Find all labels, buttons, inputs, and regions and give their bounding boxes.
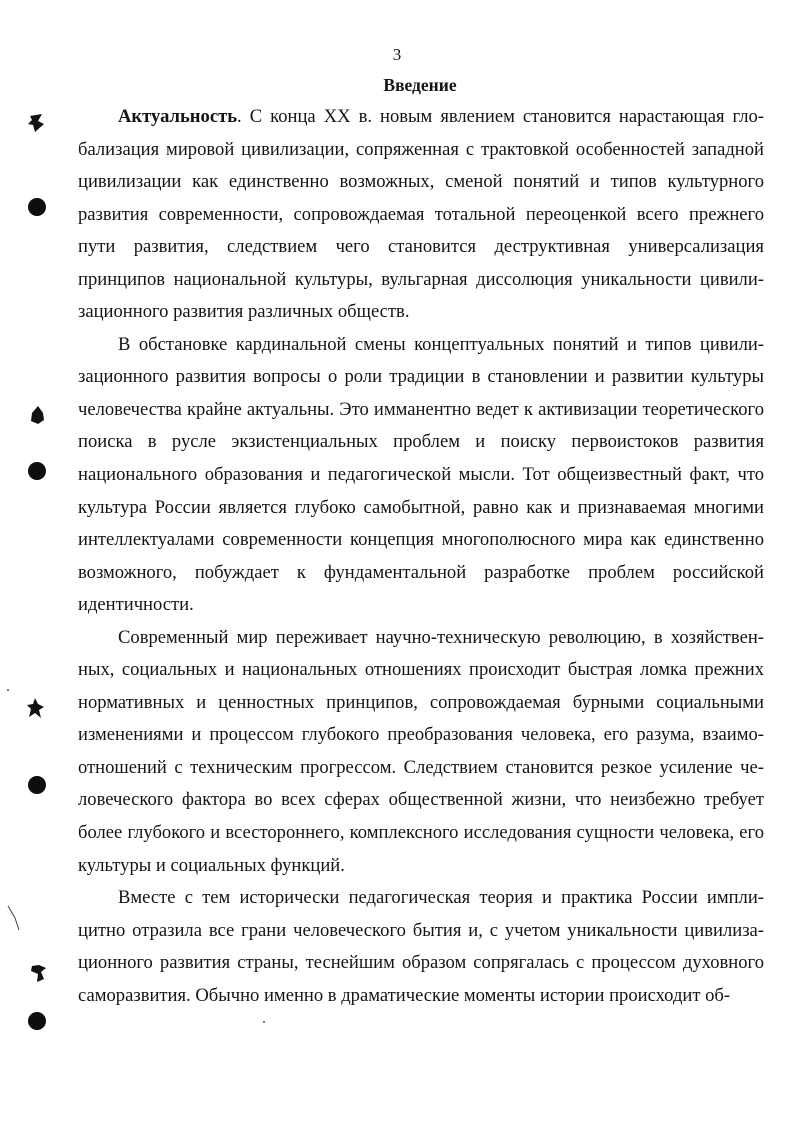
paragraph-text: . С конца XX в. новым явлением становится нарастающая глобализация мировой цивилизации, сопряженная с трактовкой особенностей западной цивилизации как единственно возможных, сменой понятий и типов культурного развития современности, сопровождаемая тотальной переоценкой всего прежнего пути развития, следствием чего становится деструктивная универсализация принципов национальной культуры, вульгарная диссолюция уникальности цивилизационного развития различных обществ.	[78, 106, 764, 323]
punch-hole	[28, 776, 46, 794]
paragraph-text: Вместе с тем исторически педагогическая теория и практика России имплицитно отразила все грани человеческого бытия и, с учетом уникальности цивилизационного развития страны, теснейшим образом сопрягалась с процессом духовного саморазвития. Обычно именно в драматические моменты истории происходит об-	[78, 887, 764, 1006]
punch-hole	[28, 1012, 46, 1030]
binding-mark-icon	[27, 404, 47, 426]
paragraph-text: Современный мир переживает научно-техническую революцию, в хозяйственных, социальных и национальных отношениях происходит быстрая ломка прежних нормативных и ценностных принципов, сопровождаемая бурными социальными изменениями и процессом глубокого преобразования человека, его разума, взаимоотношений с техническим прогрессом. Следствием становится резкое усиление человеческого фактора во всех сферах общественной жизни, что неизбежно требует более глубокого и всестороннего, комплексного исследования сущности человека, его культуры и социальных функций.	[78, 626, 764, 876]
punch-hole	[28, 462, 46, 480]
page-number: 3	[392, 45, 402, 64]
paragraph	[78, 622, 764, 882]
binding-mark-icon	[29, 962, 49, 984]
binding-mark-icon	[26, 697, 46, 719]
paragraph-text: В обстановке кардинальной смены концептуальных понятий и типов цивилизационного развития вопросы о роли традиции в становлении и развитии культуры человечества крайне актуальны. Это имманентно ведет к активизации теоретического поиска в русле экзистенциальных проблем и поиску первоистоков развития национального образования и педагогической мысли. Тот общеизвестный факт, что культура России является глубоко самобытной, равно как и признаваемая многими интеллектуалами современности концепция многополюсного мира как единственно возможного, побуждает к фундаментальной разработке проблем российской идентичности.	[78, 333, 764, 616]
paragraph	[78, 882, 764, 1012]
section-heading: Введение	[383, 75, 457, 95]
scan-scratch	[6, 904, 22, 932]
binding-mark-icon	[26, 112, 46, 134]
body-text	[78, 101, 764, 1012]
scan-dot	[6, 688, 10, 692]
scan-dot	[262, 1020, 266, 1024]
paragraph-relevance	[78, 101, 764, 329]
paragraph	[78, 329, 764, 622]
paragraph-lead: Актуальность	[118, 106, 238, 127]
punch-hole	[28, 198, 46, 216]
